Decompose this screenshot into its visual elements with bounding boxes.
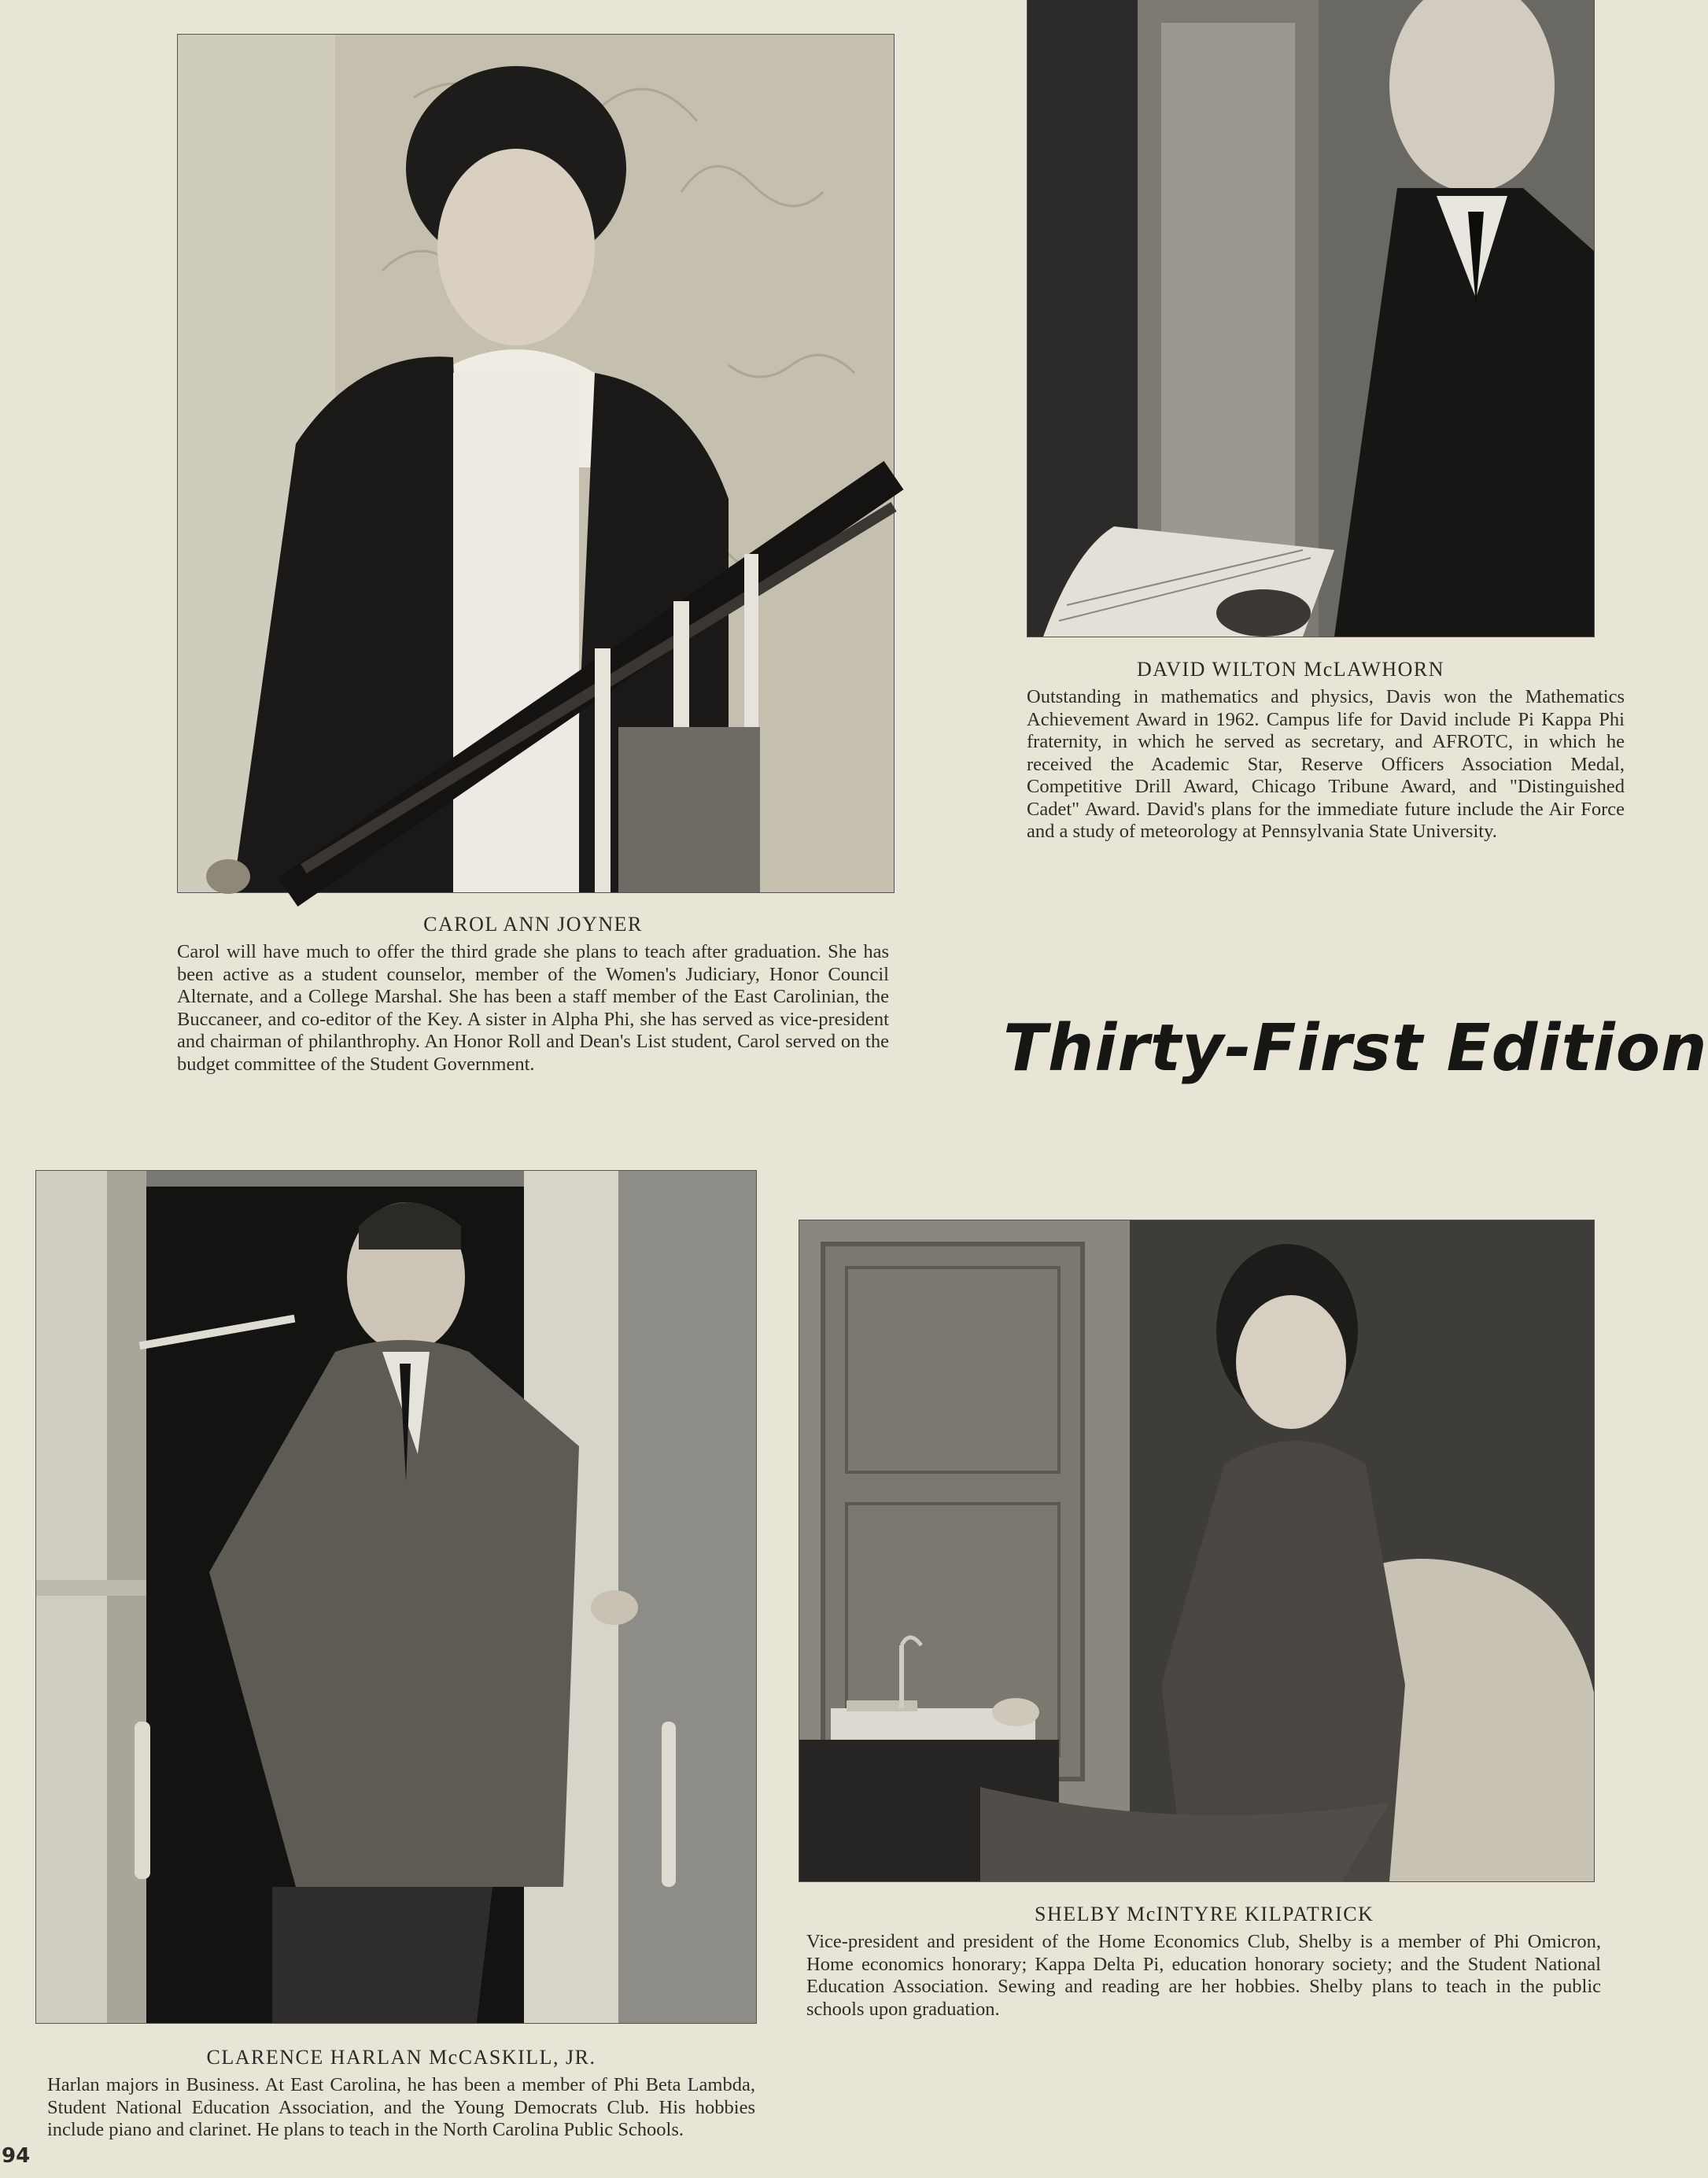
profile-name: CLARENCE HARLAN McCASKILL, JR.	[206, 2046, 596, 2069]
caption-carol-ann-joyner	[177, 913, 889, 1076]
profile-name: CAROL ANN JOYNER	[423, 913, 643, 936]
caption-clarence-harlan-mccaskill	[47, 2046, 755, 2142]
photo-david-wilton-mclawhorn	[1027, 0, 1595, 637]
caption-clip-david	[1027, 658, 1625, 894]
photo-clarence-harlan-mccaskill	[35, 1170, 757, 2024]
profile-bio: Carol will have much to offer the third grade she plans to teach after graduation. She has been active as a student counselor, member of the Women's Judiciary, Honor Council Alternate, and a College Marshal. She has been a staff member of the East Carolinian, the Buccaneer, and co-editor of the Key. A sister in Alpha Phi, she has served as vice-president and chairman of philanthrophy. An Honor Roll and Dean's List student, Carol served on the budget committee of the Student Government.	[177, 941, 889, 1075]
caption-david-wilton-mclawhorn	[1027, 658, 1625, 844]
photo-shelby-mcintyre-kilpatrick	[799, 1220, 1595, 1882]
photo-carol-ann-joyner	[177, 34, 895, 893]
caption-clip-shelby	[799, 1896, 1601, 2038]
page-number: 94	[2, 2144, 31, 2168]
profile-name: DAVID WILTON McLAWHORN	[1137, 658, 1445, 681]
profile-bio: Harlan majors in Business. At East Carolina, he has been a member of Phi Beta Lambda, Student National Education Association, and the Young Democrats Club. His hobbies include piano and clarinet. He plans to teach in the North Carolina Public Schools.	[47, 2074, 755, 2140]
caption-shelby-mcintyre-kilpatrick	[806, 1903, 1601, 2021]
profile-name: SHELBY McINTYRE KILPATRICK	[1035, 1903, 1374, 1925]
profile-bio: Outstanding in mathematics and physics, Davis won the Mathematics Achievement Award in 1962. Campus life for David include Pi Kappa Phi fraternity, in which he served as secretary, and AFROTC, in which he received the Academic Star, Reserve Officers Association Medal, Competitive Drill Award, Chicago Tribune Award, and "Distinguished Cadet" Award. David's plans for the immediate future include the Air Force and a study of meteorology at Pennsylvania State University.	[1027, 686, 1625, 842]
profile-bio: Vice-president and president of the Home Economics Club, Shelby is a member of Phi Omicron, Home economics honorary; Kappa Delta Pi, education honorary society; and the Student National Education Association. Sewing and reading are her hobbies. Shelby plans to teach in the public schools upon graduation.	[806, 1931, 1601, 2020]
edition-title: Thirty-First Edition	[1003, 1011, 1708, 1086]
